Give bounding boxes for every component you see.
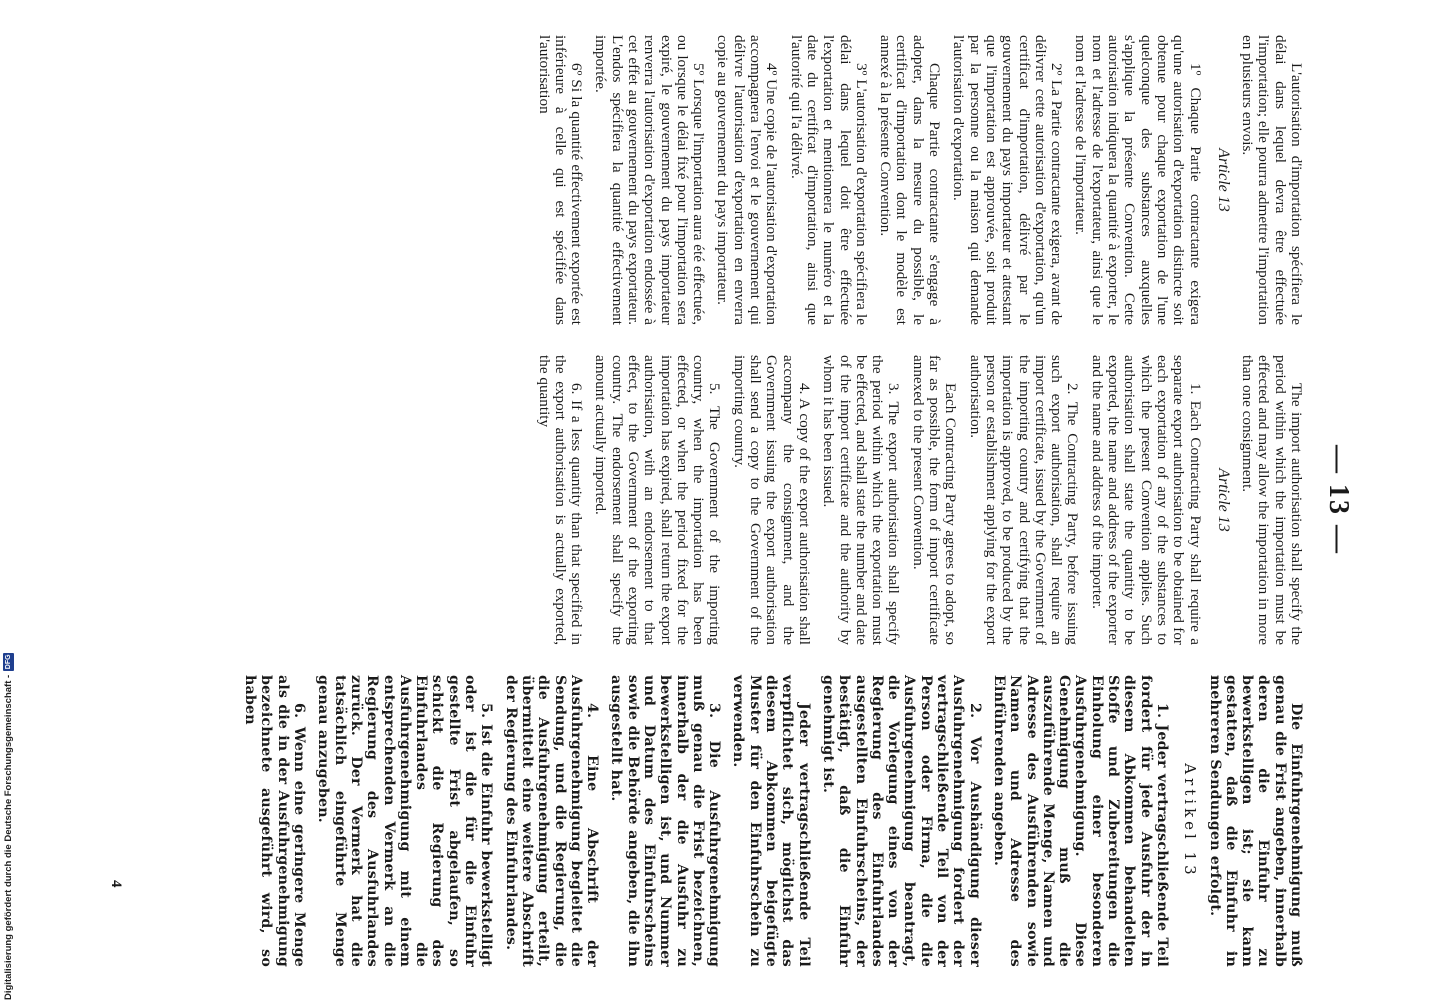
- french-intro: L'autorisation d'importation spécifiera le délai dans lequel devra être effectuée l'importation; elle pourra admettre l'importation en plusieurs envois.: [1239, 35, 1305, 325]
- french-paragraph: 4º Une copie de l'autorisation d'exportation accompagnera l'envoi et le gouvernement qui délivre l'autorisation d'exportation en enverra copie au gouvernement du pays importateur.: [714, 35, 781, 325]
- german-paragraph: 2. Vor Aushändigung dieser Ausfuhrgenehmigung fordert der vertragschließende Teil von der Person oder Firma, die die Ausfuhrgenehmigung beantragt, die Vorlegung eines von der Regierung des Einfuhrlandes ausgestellten Einfuhrscheins, der bestätigt, daß die Einfuhr genehmigt ist.: [819, 675, 983, 967]
- french-column: [527, 35, 1304, 325]
- english-paragraph: Each Contracting Party agrees to adopt, so far as possible, the form of import certificate annexed to the present Convention.: [909, 355, 960, 645]
- french-paragraph: 2º La Partie contractante exigera, avant de délivrer cette autorisation d'exportation, qu'un certificat d'importation, délivré par le gouvernement du pays importateur et attestant que l'importation est approuvée, soit produit par la personne ou la maison qui demande l'autorisation d'exportation.: [950, 35, 1066, 325]
- english-paragraph: 4. A copy of the export authorisation shall accompany the consignment, and the Government issuing the export authorisation shall send a copy to the Government of the importing country.: [730, 355, 813, 645]
- english-paragraph: 6. If a less quantity than that specified in the export authorisation is actually exported, the quantity: [535, 355, 586, 645]
- german-paragraph: 4. Eine Abschrift der Ausfuhrgenehmigung begleitet die Sendung, und die Regierung, die die Ausfuhrgenehmigung erteilt, übermittelt eine weitere Abschrift der Regierung des Einfuhrlandes.: [502, 675, 601, 967]
- french-article-heading: Article 13: [1214, 148, 1232, 212]
- english-paragraph: 3. The export authorisation shall specify the period within which the exportation must be effected, and shall state the number and date of the import certificate and the authority by whom it has been issued.: [820, 355, 903, 645]
- french-paragraph: 1º Chaque Partie contractante exigera qu'une autorisation d'exportation distincte soit obtenue pour chaque exportation de l'une quelconque des substances auxquelles s'applique la présente Convention. Cette autorisation indiquera la quantité à exporter, le nom et l'adresse de l'exportateur, ainsi que le nom et l'adresse de l'importateur.: [1072, 35, 1204, 325]
- german-column: [234, 675, 1304, 967]
- french-paragraph: Chaque Partie contractante s'engage à adopter, dans la mesure du possible, le certificat d'importation dont le modèle est annexé à la présente Convention.: [877, 35, 944, 325]
- page-number: — 13 —: [1323, 445, 1354, 555]
- german-paragraph: Jeder vertragschließende Teil verpflichtet sich, möglichst das diesem Abkommen beigefügte Muster für den Einfuhrschein zu verwenden.: [730, 675, 812, 967]
- dfg-logo-icon: DFG: [4, 654, 12, 670]
- english-paragraph: 5. The Government of the importing country, when the importation has been effected, or when the period fixed for the importation has expired, shall return the export authorisation, with an endorsement to that effect, to the Government of the exporting country. The endorsement shall specify the amount actually imported.: [592, 355, 724, 645]
- german-paragraph: 1. Jeder vertragschließende Teil fordert für jede Ausfuhr der in diesem Abkommen behandelten Stoffe und Zubereitungen die Einholung einer besonderen Ausfuhrgenehmigung. Diese Genehmigung muß die auszuführende Menge, Namen und Adresse des Ausführenden sowie Namen und Adresse des Einführenden angeben.: [990, 675, 1170, 967]
- german-paragraph: 5. Ist die Einfuhr bewerkstelligt oder ist die für die Einfuhr gestellte Frist abgelaufen, so schickt die Regierung des Einfuhrlandes die Ausfuhrgenehmigung mit einem entsprechenden Vermerk an die Regierung des Ausfuhrlandes zurück. Der Vermerk hat die tatsächlich eingeführte Menge genau anzugeben.: [315, 675, 495, 967]
- german-paragraph: 6. Wenn eine geringere Menge als die in der Ausfuhrgenehmigung bezeichnete ausgeführt wird, so haben: [242, 675, 308, 967]
- french-paragraph: 3º L'autorisation d'exportation spécifiera le délai dans lequel doit être effectuée l'exportation et mentionnera le numéro et la date du certificat d'importation, ainsi que l'autorité qui l'a délivré.: [787, 35, 870, 325]
- english-paragraph: 1. Each Contracting Party shall require a separate export authorisation to be obtained for each exportation of any of the substances to which the present Convention applies. Such authorisation shall state the quantity to be exported, the name and address of the exporter and the name and address of the importer.: [1088, 355, 1204, 645]
- footer-number: 4: [108, 880, 124, 888]
- german-article-heading: Artikel 13: [1181, 763, 1200, 879]
- english-column: [527, 355, 1304, 645]
- french-paragraph: 6º Si la quantité effectivement exportée est inférieure à celle qui est spécifiée dans l'autorisation: [535, 35, 586, 325]
- german-paragraph: 3. Die Ausfuhrgenehmigung muß genau die Frist bezeichnen, innerhalb der die Ausfuhr zu bewerkstelligen ist, und Nummer und Datum des Einfuhrscheins sowie die Behörde angeben, die ihn ausgestellt hat.: [608, 675, 723, 967]
- credit-text: Digitalisierung gefördert durch die Deutsche Forschungsgemeinschaft -: [2, 674, 14, 1000]
- english-article-heading: Article 13: [1214, 468, 1232, 532]
- digitization-credit: [0, 600, 16, 1000]
- english-paragraph: 2. The Contracting Party, before issuing such export authorisation, shall require an import certificate, issued by the Government of the importing country and certifying that the importation is approved, to be produced by the person or establishment applying for the export authorisation.: [966, 355, 1082, 645]
- english-intro: The import authorisation shall specify the period within which the importation must be effected and may allow the importation in more than one consignment.: [1239, 355, 1305, 645]
- french-paragraph: 5º Lorsque l'importation aura été effectuée, ou lorsque le délai fixé pour l'importation sera expiré, le gouvernement du pays importateur renverra l'autorisation d'exportation endossée à cet effet au gouvernement du pays exportateur. L'endos spécifiera la quantité effectivement importée.: [592, 35, 708, 325]
- german-intro: Die Einfuhrgenehmigung muß genau die Frist angeben, innerhalb deren die Einfuhr zu bewerkstelligen ist; sie kann gestatten, daß die Einfuhr in mehreren Sendungen erfolgt.: [1206, 675, 1304, 967]
